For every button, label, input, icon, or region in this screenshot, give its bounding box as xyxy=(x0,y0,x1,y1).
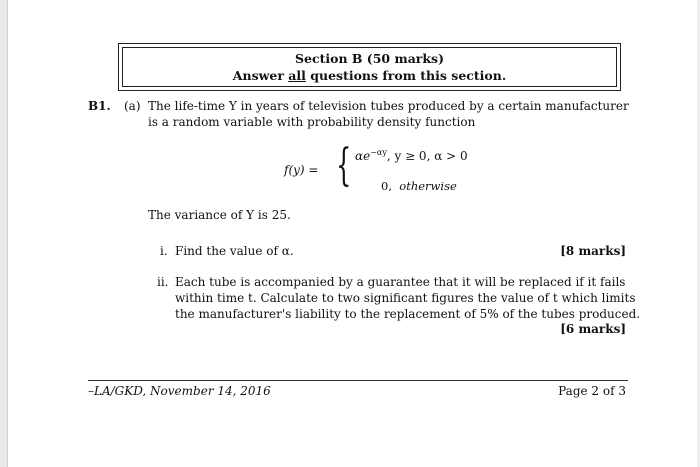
section-instruction: Answer all questions from this section. xyxy=(232,68,507,83)
sub-i-marks: [8 marks] xyxy=(560,244,626,258)
section-title: Section B (50 marks) xyxy=(295,51,444,66)
footer-rule xyxy=(88,380,628,381)
question-number: B1. xyxy=(88,99,111,113)
sub-i-text: Find the value of α. xyxy=(175,244,294,258)
formula-case1: $\alpha e^{-\alpha y}$, y ≥ 0, α > 0 xyxy=(355,148,468,163)
sub-ii-line1: Each tube is accompanied by a guarantee that it will be replaced if it fails xyxy=(175,275,626,289)
part-a-label: (a) xyxy=(124,99,141,113)
page-left-edge xyxy=(0,0,8,467)
footer-page-number: Page 2 of 3 xyxy=(558,384,626,398)
sub-ii-line3: the manufacturer's liability to the replacement of 5% of the tubes produced. xyxy=(175,307,641,321)
formula-brace: { xyxy=(336,140,352,191)
question-intro-line1: The life-time Y in years of television tubes produced by a certain manufacturer xyxy=(148,99,629,113)
footer-author-date: –LA/GKD, November 14, 2016 xyxy=(88,384,271,398)
formula-case2: 0, otherwise xyxy=(381,179,457,193)
question-intro-line2: is a random variable with probability density function xyxy=(148,115,476,129)
sub-ii-label: ii. xyxy=(157,275,169,289)
underlined-all: all xyxy=(288,68,306,83)
sub-i-label: i. xyxy=(160,244,168,258)
formula-lhs: f(y) = xyxy=(284,163,319,177)
variance-statement: The variance of Y is 25. xyxy=(148,208,291,222)
sub-ii-line2: within time t. Calculate to two significant figures the value of t which limits xyxy=(175,291,636,305)
sub-ii-marks: [6 marks] xyxy=(560,322,626,336)
section-header-inner xyxy=(122,47,617,87)
section-header-box xyxy=(118,43,621,91)
pdf-formula xyxy=(284,140,504,195)
